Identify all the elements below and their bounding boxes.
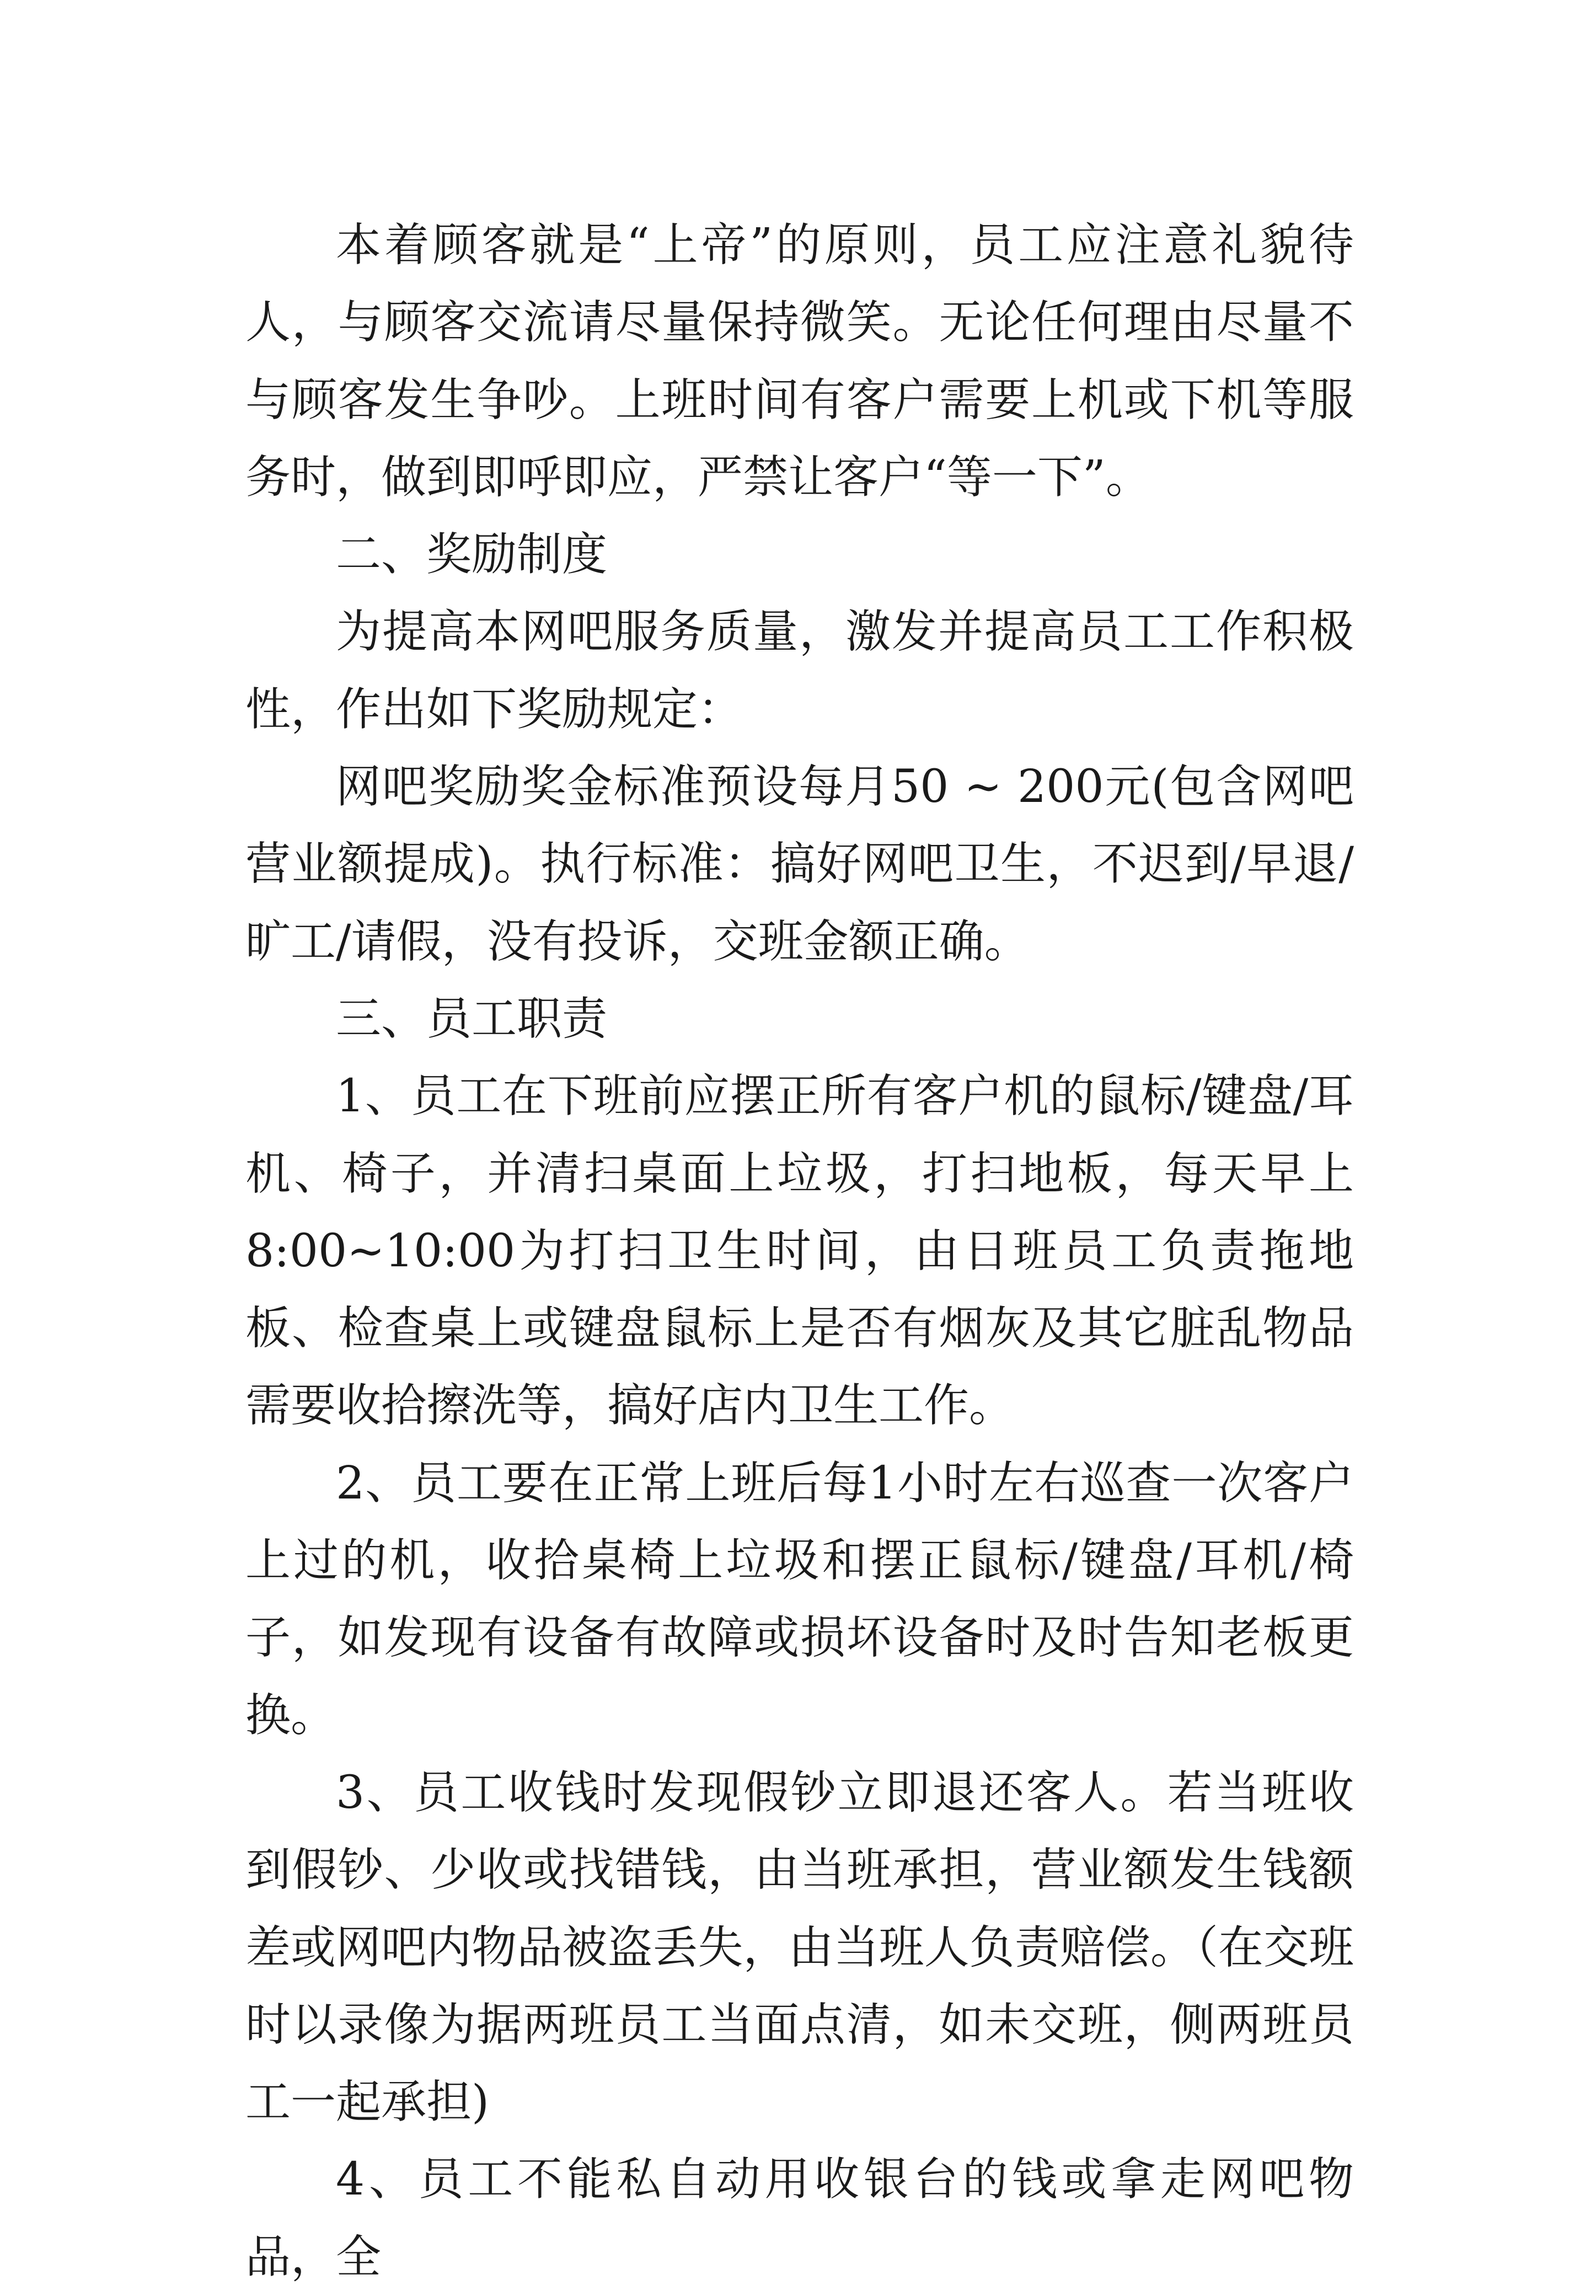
paragraph-duty-2: 2、员工要在正常上班后每1小时左右巡查一次客户上过的机，收拾桌椅上垃圾和摆正鼠标/键盘/耳机/椅子，如发现有设备有故障或损坏设备时及时告知老板更换。 bbox=[245, 1457, 1354, 1742]
paragraph-reward-intro: 为提高本网吧服务质量，激发并提高员工工作积极性，作出如下奖励规定： bbox=[245, 606, 1354, 736]
heading-staff-duties: 三、员工职责 bbox=[336, 992, 608, 1045]
paragraph-reward-standard: 网吧奖励奖金标准预设每月50 ~ 200元(包含网吧营业额提成)。执行标准：搞好网吧卫生，不迟到/早退/旷工/请假，没有投诉，交班金额正确。 bbox=[245, 761, 1354, 968]
heading-reward-system: 二、奖励制度 bbox=[336, 528, 608, 581]
document-body bbox=[245, 207, 1354, 2296]
paragraph-customer-service: 本着顾客就是“上帝”的原则，员工应注意礼貌待人，与顾客交流请尽量保持微笑。无论任何理由尽量不与顾客发生争吵。上班时间有客户需要上机或下机等服务时，做到即呼即应，严禁让客户“等一下”。 bbox=[245, 219, 1354, 504]
paragraph-duty-4: 4、员工不能私自动用收银台的钱或拿走网吧物品，全 bbox=[245, 2153, 1354, 2283]
paragraph-duty-3: 3、员工收钱时发现假钞立即退还客人。若当班收到假钞、少收或找错钱，由当班承担，营业额发生钱额差或网吧内物品被盗丢失，由当班人负责赔偿。（在交班时以录像为据两班员工当面点清，如未交班，侧两班员工一起承担) bbox=[245, 1766, 1354, 2129]
paragraph-duty-1: 1、员工在下班前应摆正所有客户机的鼠标/键盘/耳机、椅子，并清扫桌面上垃圾，打扫地板，每天早上8:00~10:00为打扫卫生时间，由日班员工负责拖地板、检查桌上或键盘鼠标上是否有烟灰及其它脏乱物品需要收拾擦洗等，搞好店内卫生工作。 bbox=[245, 1070, 1354, 1432]
